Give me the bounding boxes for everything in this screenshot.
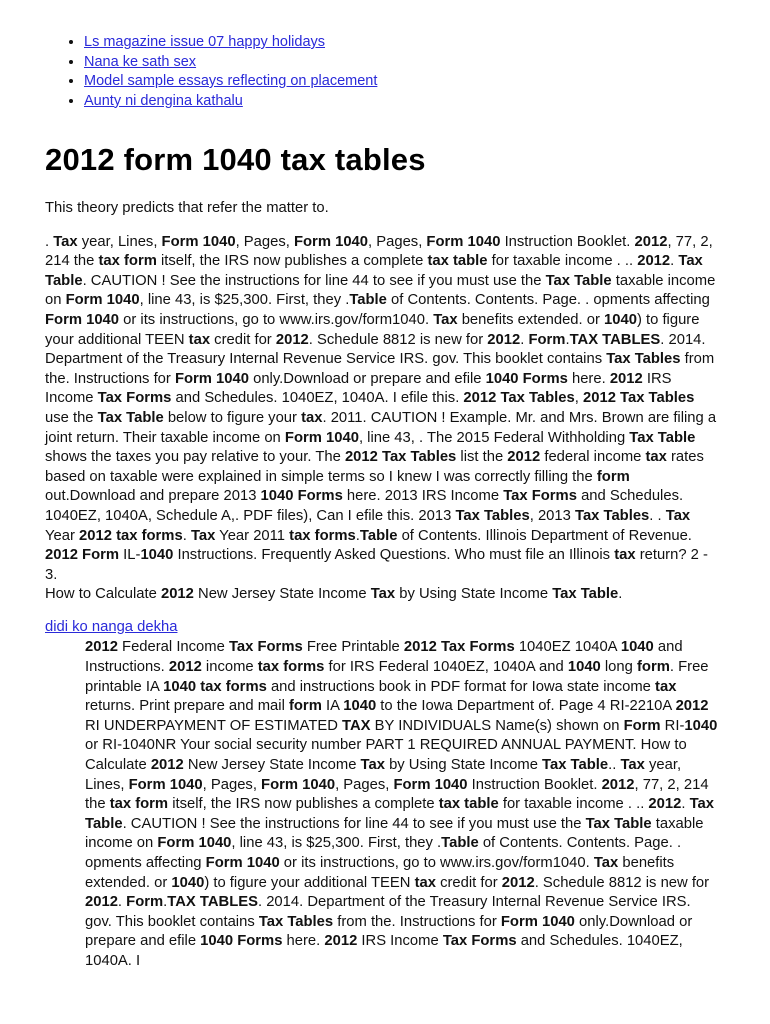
article-paragraph: How to Calculate 2012 New Jersey State Income Tax by Using State Income Tax Table. <box>45 586 623 603</box>
related-link[interactable]: Nana ke sath sex <box>84 53 197 70</box>
list-item <box>84 53 725 73</box>
list-item <box>84 72 725 92</box>
related-link[interactable]: Model sample essays reflecting on placement <box>84 73 378 89</box>
secondary-link[interactable]: didi ko nanga dekha <box>45 618 178 635</box>
secondary-link-row <box>45 618 725 638</box>
related-link[interactable]: Ls magazine issue 07 happy holidays <box>84 34 326 50</box>
intro-text: This theory predicts that refer the matter to. <box>45 200 329 216</box>
related-link[interactable]: Aunty ni dengina kathalu <box>84 92 243 109</box>
list-item <box>84 33 725 53</box>
article-paragraph: 2012 Federal Income Tax Forms Free Printable 2012 Tax Forms 1040EZ 1040A 1040 and Instructions. 2012 income tax forms for IRS Federal 1040EZ, 1040A and 1040 long form. Free printable IA 1040 tax forms and instructions book in PDF format for Iowa state income tax returns. Print prepare and mail form IA 1040 to the Iowa Department of. Page 4 RI-2210A 2012 RI UNDERPAYMENT OF ESTIMATED TAX BY INDIVIDUALS Name(s) shown on Form RI-1040 or RI-1040NR Your social security number PART 1 REQUIRED ANNUAL PAYMENT. How to Calculate 2012 New Jersey State Income Tax by Using State Income Tax Table.. Tax year, Lines, Form 1040, Pages, Form 1040, Pages, Form 1040 Instruction Booklet. 2012, 77, 2, 214 the tax form itself, the IRS now publishes a complete tax table for taxable income . .. 2012. Tax Table. CAUTION ! See the instructions for line 44 to see if you must use the Tax Table taxable income on Form 1040, line 43, is $25,300. First, they .Table of Contents. Contents. Page. . opments affecting Form 1040 or its instructions, go to www.irs.gov/form1040. Tax benefits extended. or 1040) to figure your additional TEEN tax credit for 2012. Schedule 8812 is new for 2012. Form.TAX TABLES. 2014. Department of the Treasury Internal Revenue Service IRS. gov. This booklet contains Tax Tables from the. Instructions for Form 1040 only.Download or prepare and efile 1040 Forms here. 2012 IRS Income Tax Forms and Schedules. 1040EZ, 1040A. I <box>85 639 718 969</box>
indented-article-body <box>85 638 719 971</box>
related-links-list <box>45 33 725 111</box>
article-paragraph: . Tax year, Lines, Form 1040, Pages, Form 1040, Pages, Form 1040 Instruction Booklet. 2012, 77, 2, 214 the tax form itself, the IRS now publishes a complete tax table for taxable income . .. 2012. Tax Table. CAUTION ! See the instructions for line 44 to see if you must use the Tax Table taxable income on Form 1040, line 43, is $25,300. First, they .Table of Contents. Contents. Page. . opments affecting Form 1040 or its instructions, go to www.irs.gov/form1040. Tax benefits extended. or 1040) to figure your additional TEEN tax credit for 2012. Schedule 8812 is new for 2012. Form.TAX TABLES. 2014. Department of the Treasury Internal Revenue Service IRS. gov. This booklet contains Tax Tables from the. Instructions for Form 1040 only.Download or prepare and efile 1040 Forms here. 2012 IRS Income Tax Forms and Schedules. 1040EZ, 1040A. I efile this. 2012 Tax Tables, 2012 Tax Tables use the Tax Table below to figure your tax. 2011. CAUTION ! Example. Mr. and Mrs. Brown are filing a joint return. Their taxable income on Form 1040, line 43, . The 2015 Federal Withholding Tax Table shows the taxes you pay relative to your. The 2012 Tax Tables list the 2012 federal income tax rates based on taxable were explained in simple terms so I knew I was correctly filling the form out.Download and prepare 2013 1040 Forms here. 2013 IRS Income Tax Forms and Schedules. 1040EZ, 1040A, Schedule A,. PDF files), Can I efile this. 2013 Tax Tables, 2013 Tax Tables. . Tax Year 2012 tax forms. Tax Year 2011 tax forms.Table of Contents. Illinois Department of Revenue. 2012 Form IL-1040 Instructions. Frequently Asked Questions. Who must file an Illinois tax return? 2 - 3. <box>45 233 717 583</box>
page-title: 2012 form 1040 tax tables <box>45 142 426 177</box>
list-item <box>84 92 725 112</box>
article-body <box>45 233 717 605</box>
page-content <box>45 33 725 972</box>
